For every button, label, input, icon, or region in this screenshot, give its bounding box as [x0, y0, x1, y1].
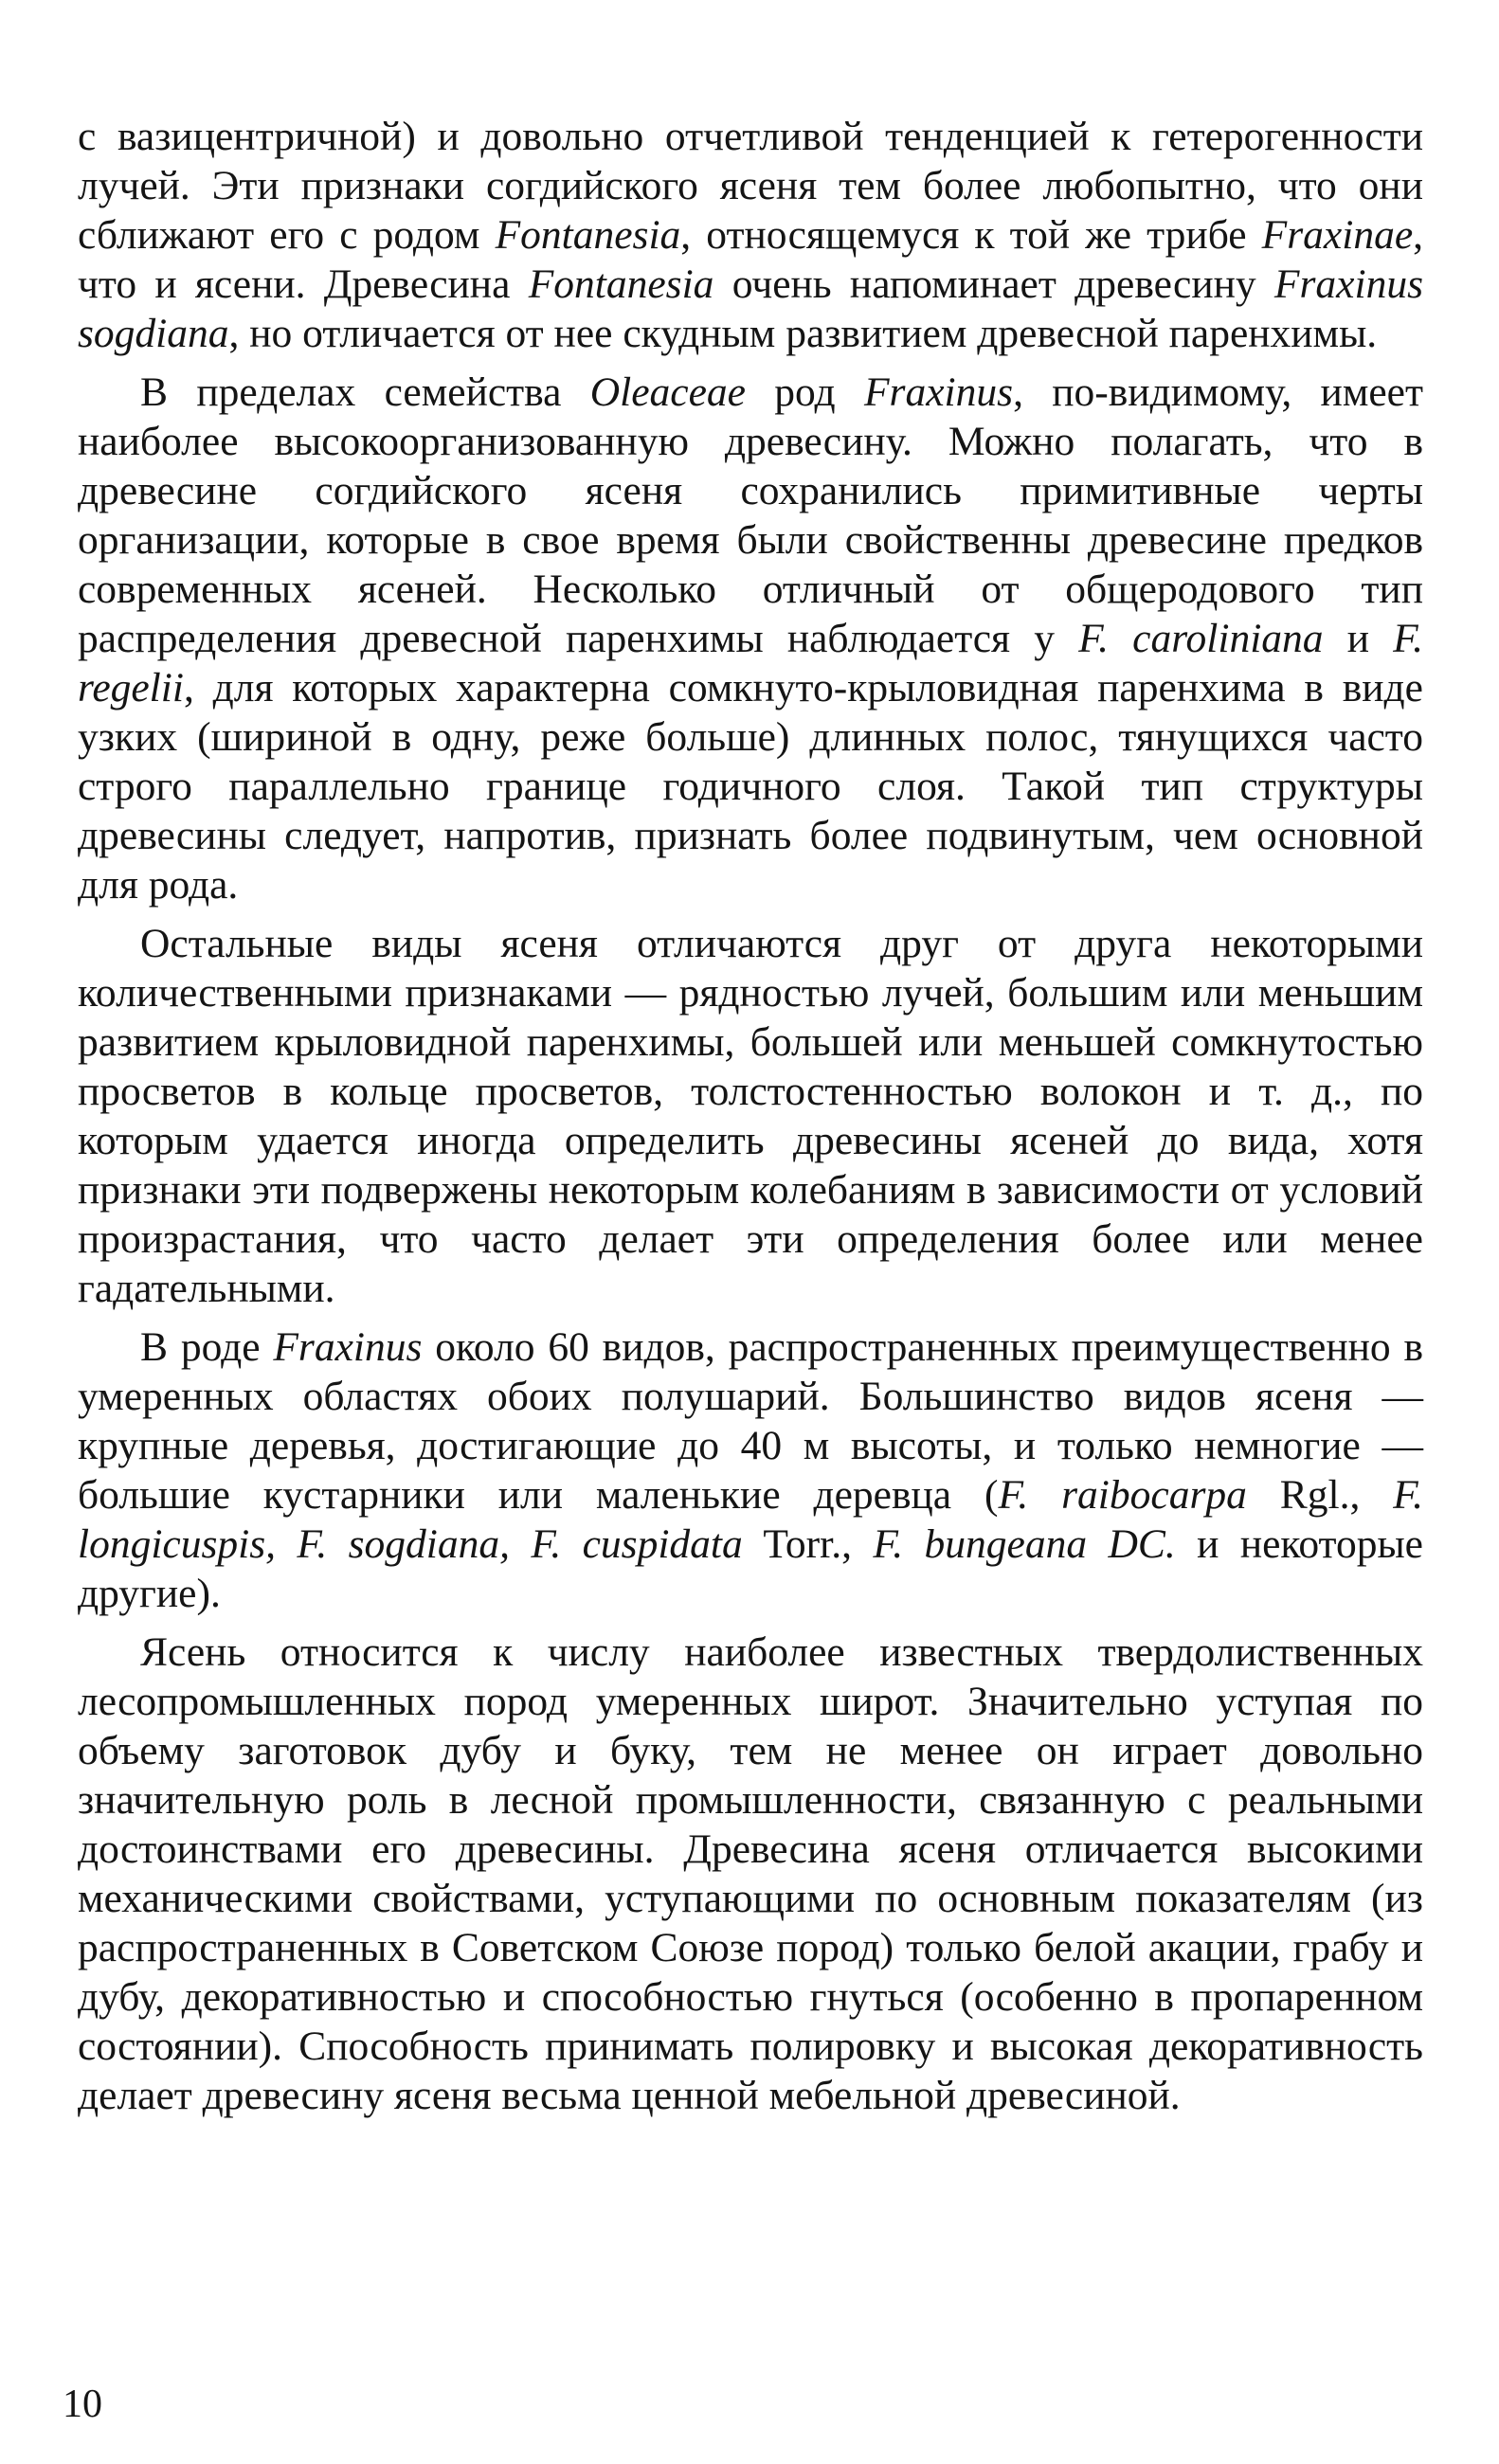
text-run: , что и ясени. Древесина	[78, 212, 1423, 307]
text-run: В роде	[140, 1324, 274, 1370]
page-number: 10	[63, 2383, 102, 2426]
paragraph-4	[78, 1322, 1423, 1618]
paragraph-5	[78, 1628, 1423, 2120]
text-run: , для которых характерна сомкнуто-крыловидная паренхима в виде узких (шириной в одну, реже больше) длинных полос, тянущихся часто строго параллельно границе годичного слоя. Такой тип структуры древесины следует, напротив, признать более подвинутым, чем основной для рода.	[78, 665, 1423, 908]
italic-term: F. raibocarpa	[998, 1472, 1247, 1518]
text-run: Остальные виды ясеня отличаются друг от друга некоторыми количественными признаками — рядностью лучей, большим или меньшим развитием крыловидной паренхимы, большей или меньшей сомкнутостью просветов в кольце просветов, толстостенностью волокон и т. д., по которым удается иногда определить древесины ясеней до вида, хотя признаки эти подвержены некоторым колебаниям в зависимости от условий произрастания, что часто делает эти определения более или менее гадательными.	[78, 921, 1423, 1311]
text-run: В пределах семейства	[140, 369, 590, 415]
italic-term: F. longicuspis, F. sogdiana, F. cuspidata	[78, 1472, 1423, 1567]
italic-term: Fraxinus	[863, 369, 1014, 415]
italic-term: F. caroliniana	[1078, 616, 1324, 661]
text-run: очень напоминает древесину	[713, 261, 1274, 307]
text-run: , по-видимому, имеет наиболее высокоорганизованную древесину. Можно полагать, что в древесине согдийского ясеня сохранились примитивные черты организации, которые в свое время были свойственны древесине предков современных ясеней. Несколько отличный от общеродового тип распределения древесной паренхимы наблюдается у	[78, 369, 1423, 661]
text-run: род	[745, 369, 864, 415]
text-run: Rgl.,	[1246, 1472, 1394, 1518]
italic-term: Fraxinae	[1261, 212, 1414, 258]
italic-term: F. regelii	[78, 616, 1424, 710]
paragraph-1	[78, 112, 1423, 358]
paragraph-3	[78, 919, 1423, 1313]
text-run: с вазицентричной) и довольно отчетливой тенденцией к гетерогенности лучей. Эти признаки согдийского ясеня тем более любопытно, что они сближают его с родом	[78, 114, 1423, 258]
italic-term: Fraxinus	[273, 1324, 423, 1370]
italic-term: Fontanesia	[495, 212, 681, 258]
text-run: , но отличается от нее скудным развитием древесной паренхимы.	[228, 311, 1378, 356]
text-run: около 60 видов, распространенных преимущественно в умеренных областях обоих полушарий. Большинство видов ясеня — крупные деревья, достигающие до 40 м высоты, и только немногие — большие кустарники или маленькие деревца (	[78, 1324, 1423, 1518]
page-body	[78, 112, 1423, 2120]
italic-term: Fraxinus sogdiana	[78, 261, 1423, 356]
text-run: Ясень относится к числу наиболее известных твердолиственных лесопромышленных пород умеренных широт. Значительно уступая по объему заготовок дубу и буку, тем не менее он играет довольно значительную роль в лесной промышленности, связанную с реальными достоинствами его древесины. Древесина ясеня отличается высокими механическими свойствами, уступающими по основным показателям (из распространенных в Советском Союзе пород) только белой акации, грабу и дубу, декоративностью и способностью гнуться (особенно в пропаренном состоянии). Способность принимать полировку и высокая декоративность делает древесину ясеня весьма ценной мебельной древесиной.	[78, 1629, 1423, 2118]
text-run: и некоторые другие).	[78, 1521, 1423, 1616]
text-run: Torr.,	[742, 1521, 874, 1567]
italic-term: F. bungeana DC.	[873, 1521, 1176, 1567]
paragraph-2	[78, 368, 1423, 909]
text-run: , относящемуся к той же трибе	[680, 212, 1262, 258]
text-run: и	[1323, 616, 1394, 661]
italic-term: Oleaceae	[589, 369, 746, 415]
italic-term: Fontanesia	[528, 261, 714, 307]
